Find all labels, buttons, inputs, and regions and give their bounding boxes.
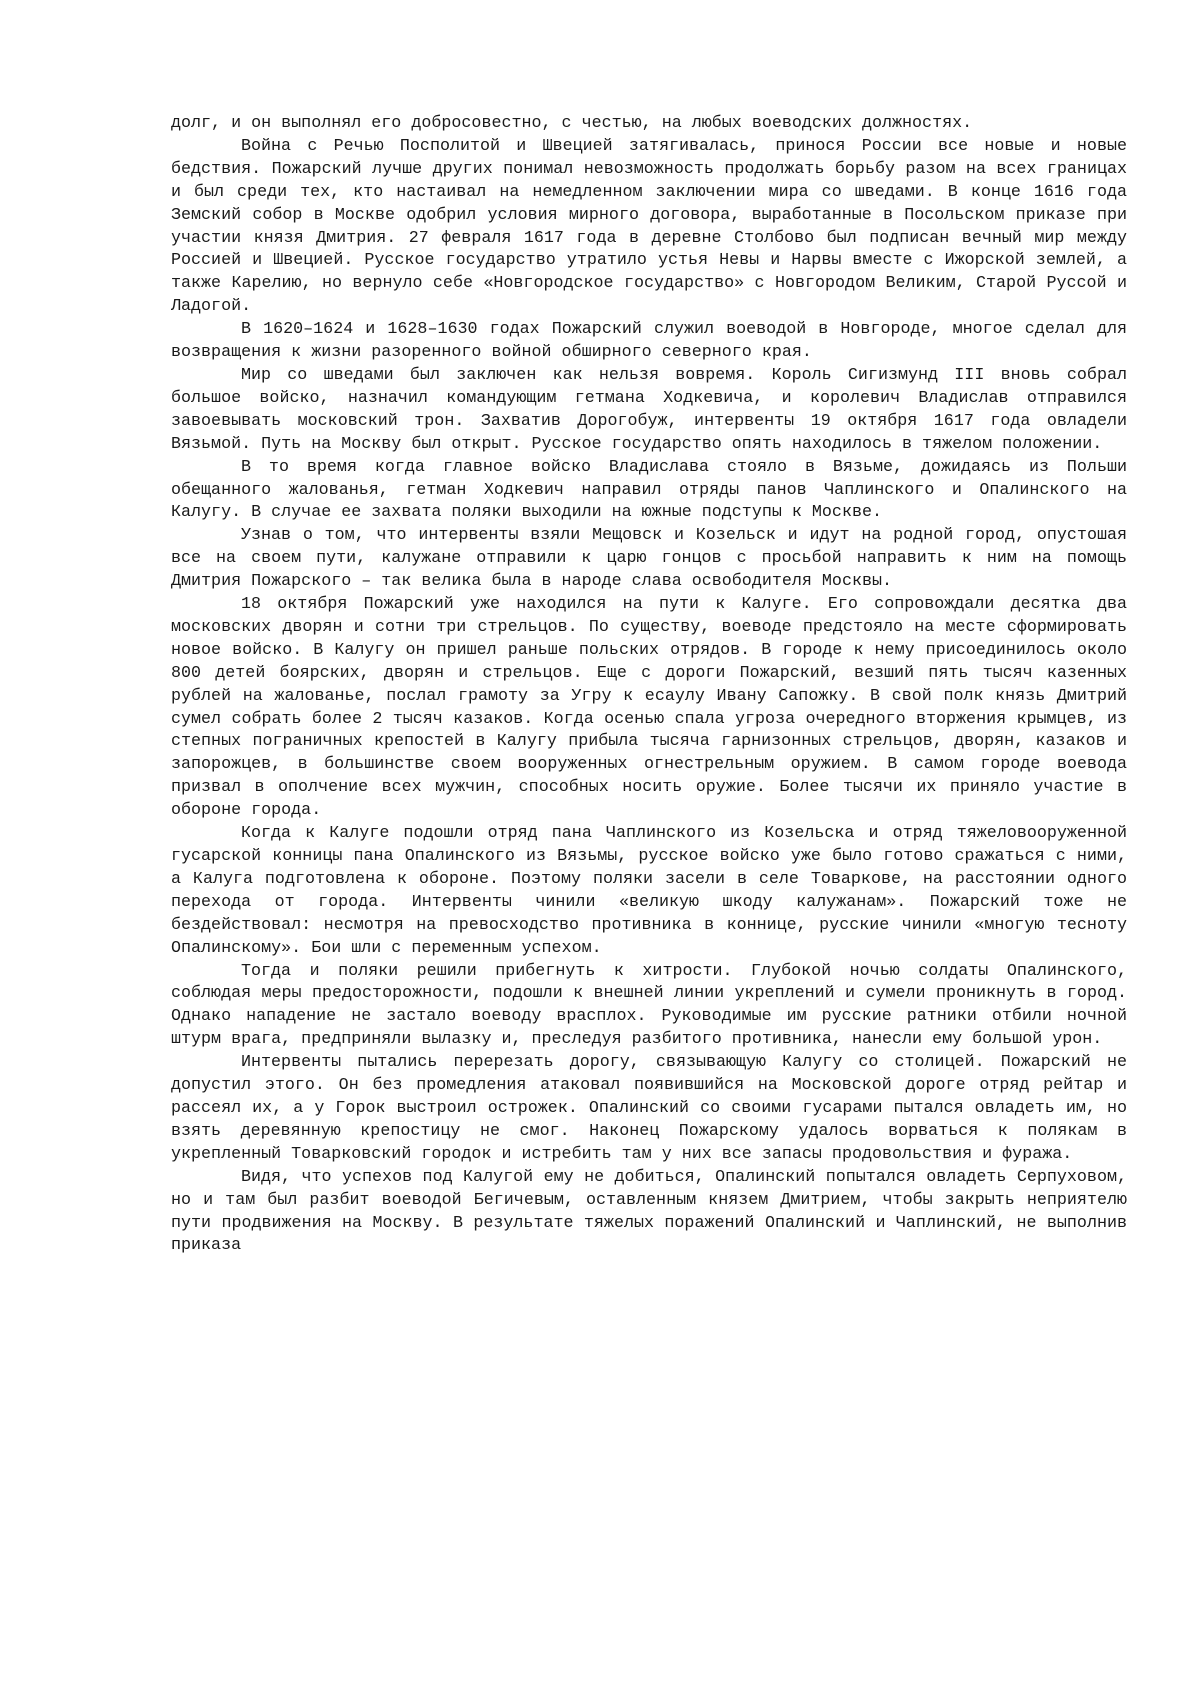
- paragraph-8: Когда к Калуге подошли отряд пана Чаплинского из Козельска и отряд тяжеловооруженной гусарской конницы пана Опалинского из Вязьмы, русское войско уже было готово сражаться с ними, а Калуга подготовлена к обороне. Поэтому поляки засели в селе Товаркове, на расстоянии одного перехода от города. Интервенты чинили «великую шкоду калужанам». Пожарский тоже не бездействовал: несмотря на превосходство противника в коннице, русские чинили «многую тесноту Опалинскому». Бои шли с переменным успехом.: [171, 824, 1127, 958]
- paragraph-1: долг, и он выполнял его добросовестно, с честью, на любых воеводских должностях.: [171, 114, 973, 133]
- paragraph-3: В 1620–1624 и 1628–1630 годах Пожарский служил воеводой в Новгороде, многое сделал для возвращения к жизни разоренного войной обширного северного края.: [171, 320, 1127, 363]
- paragraph-10: Интервенты пытались перерезать дорогу, связывающую Калугу со столицей. Пожарский не допустил этого. Он без промедления атаковал появившийся на Московской дороге отряд рейтар и рассеял их, а у Горок выстроил острожек. Опалинский со своими гусарами пытался овладеть им, но взять деревянную крепостицу не смог. Наконец Пожарскому удалось ворваться к полякам в укрепленный Товарковский городок и истребить там у них все запасы продовольствия и фуража.: [171, 1053, 1127, 1164]
- paragraph-11: Видя, что успехов под Калугой ему не добиться, Опалинский попытался овладеть Серпуховом, но и там был разбит воеводой Бегичевым, оставленным князем Дмитрием, чтобы закрыть неприятелю пути продвижения на Москву. В результате тяжелых поражений Опалинский и Чаплинский, не выполнив приказа: [171, 1167, 1127, 1256]
- document-page: [171, 113, 1127, 1258]
- paragraph-5: В то время когда главное войско Владислава стояло в Вязьме, дожидаясь из Польши обещанного жалованья, гетман Ходкевич направил отряды панов Чаплинского и Опалинского на Калугу. В случае ее захвата поляки выходили на южные подступы к Москве.: [171, 457, 1127, 523]
- paragraph-7: 18 октября Пожарский уже находился на пути к Калуге. Его сопровождали десятка два московских дворян и сотни три стрельцов. По существу, воеводе предстояло на месте сформировать новое войско. В Калугу он пришел раньше польских отрядов. В городе к нему присоединилось около 800 детей боярских, дворян и стрельцов. Еще с дороги Пожарский, везший пять тысяч казенных рублей на жалованье, послал грамоту за Угру к есаулу Ивану Сапожку. В свой полк князь Дмитрий сумел собрать более 2 тысяч казаков. Когда осенью спала угроза очередного вторжения крымцев, из степных пограничных крепостей в Калугу прибыла тысяча гарнизонных стрельцов, дворян, казаков и запорожцев, в большинстве своем вооруженных огнестрельным оружием. В самом городе воевода призвал в ополчение всех мужчин, способных носить оружие. Более тысячи их приняло участие в обороне города.: [171, 595, 1127, 821]
- paragraph-6: Узнав о том, что интервенты взяли Мещовск и Козельск и идут на родной город, опустошая все на своем пути, калужане отправили к царю гонцов с просьбой направить к ним на помощь Дмитрия Пожарского – так велика была в народе слава освободителя Москвы.: [171, 526, 1127, 592]
- paragraph-2: Война с Речью Посполитой и Швецией затягивалась, принося России все новые и новые бедствия. Пожарский лучше других понимал невозможность продолжать борьбу разом на всех границах и был среди тех, кто настаивал на немедленном заключении мира со шведами. В конце 1616 года Земский собор в Москве одобрил условия мирного договора, выработанные в Посольском приказе при участии князя Дмитрия. 27 февраля 1617 года в деревне Столбово был подписан вечный мир между Россией и Швецией. Русское государство утратило устья Невы и Нарвы вместе с Ижорской землей, а также Карелию, но вернуло себе «Новгородское государство» с Новгородом Великим, Старой Руссой и Ладогой.: [171, 136, 1127, 317]
- paragraph-9: Тогда и поляки решили прибегнуть к хитрости. Глубокой ночью солдаты Опалинского, соблюдая меры предосторожности, подошли к внешней линии укреплений и сумели проникнуть в город. Однако нападение не застало воеводу врасплох. Руководимые им русские ратники отбили ночной штурм врага, предприняли вылазку и, преследуя разбитого противника, нанесли ему большой урон.: [171, 961, 1127, 1050]
- paragraph-4: Мир со шведами был заключен как нельзя вовремя. Король Сигизмунд III вновь собрал большое войско, назначил командующим гетмана Ходкевича, и королевич Владислав отправился завоевывать московский трон. Захватив Дорогобуж, интервенты 19 октября 1617 года овладели Вязьмой. Путь на Москву был открыт. Русское государство опять находилось в тяжелом положении.: [171, 365, 1127, 454]
